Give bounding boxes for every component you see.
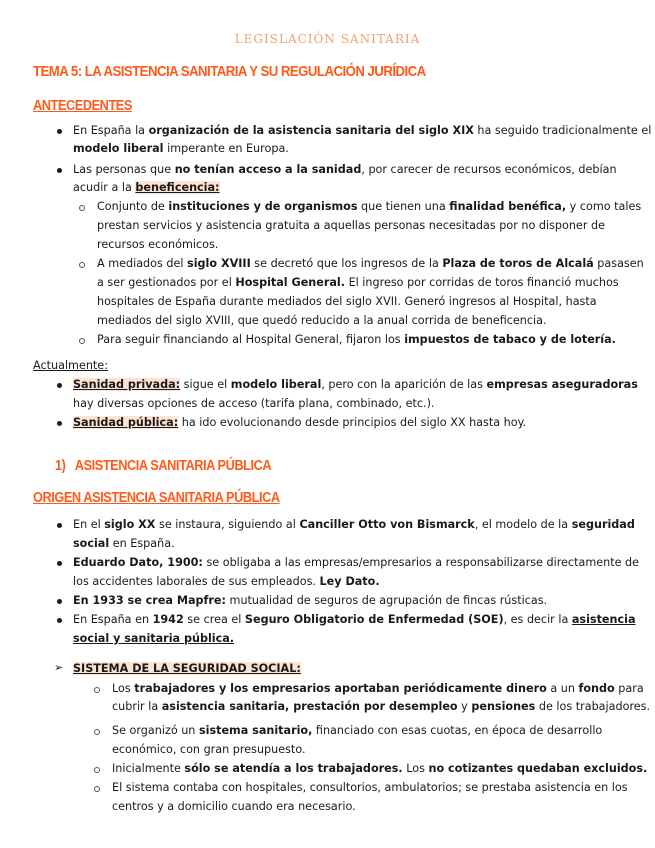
- origen-b1-line2: social en España.: [73, 537, 175, 550]
- beneficencia-s1-line3: recursos económicos.: [97, 238, 219, 251]
- heading-antecedentes: ANTECEDENTES: [33, 98, 132, 114]
- beneficencia-s2-line4: mediados del siglo XVIII, que quedó reducido a la anual corrida de beneficencia.: [97, 314, 547, 327]
- actualmente-label: Actualmente:: [33, 359, 108, 372]
- beneficencia-s2-line2: a ser gestionados por el Hospital General. El ingreso por corridas de toros financió muchos: [97, 276, 619, 289]
- arrow-bullet-icon: ➢: [54, 661, 64, 674]
- sub-bullet-icon: [94, 786, 100, 792]
- sub-bullet-icon: [79, 205, 85, 211]
- beneficencia-s2-line3: hospitales de España durante mediados del siglo XVII. Generó ingresos al Hospital, hasta: [97, 295, 597, 308]
- beneficencia-s3-line1: Para seguir financiando al Hospital General, fijaron los impuestos de tabaco y de lotería.: [97, 333, 616, 346]
- beneficencia-s2-line1: A mediados del siglo XVIII se decretó que los ingresos de la Plaza de toros de Alcalá pasasen: [97, 257, 644, 270]
- origen-b3-line1: En 1933 se crea Mapfre: mutualidad de seguros de agrupación de fincas rústicas.: [73, 594, 548, 607]
- sistema-s2-line2: económico, con gran presupuesto.: [112, 743, 306, 756]
- bullet-icon: [57, 421, 62, 426]
- sistema-s4-line2: centros y a domicilio cuando era necesario.: [112, 800, 356, 813]
- sistema-s1-line2: cubrir la asistencia sanitaria, prestación por desempleo y pensiones de los trabajadores.: [112, 700, 651, 713]
- beneficencia-s1-line1: Conjunto de instituciones y de organismos que tienen una finalidad benéfica, y como tales: [97, 200, 642, 213]
- heading-origen: ORIGEN ASISTENCIA SANITARIA PÚBLICA: [33, 490, 280, 506]
- sistema-s2-line1: Se organizó un sistema sanitario, financiado con esas cuotas, en época de desarrollo: [112, 724, 603, 737]
- beneficencia-s1-line2: prestan servicios y asistencia gratuita a aquellas personas necesitadas por no disponer de: [97, 219, 605, 232]
- running-header: LEGISLACIÓN SANITARIA: [234, 32, 421, 46]
- origen-b2-line2: los accidentes laborales de sus empleados. Ley Dato.: [73, 575, 380, 588]
- sistema-s1-line1: Los trabajadores y los empresarios aportaban periódicamente dinero a un fondo para: [112, 682, 644, 695]
- antecedentes-b1-line2: modelo liberal imperante en Europa.: [73, 142, 289, 155]
- sub-bullet-icon: [94, 767, 100, 773]
- sistema-s3-line1: Inicialmente sólo se atendía a los trabajadores. Los no cotizantes quedaban excluidos.: [112, 762, 648, 775]
- actualmente-b2-line1: Sanidad pública: ha ido evolucionando desde principios del siglo XX hasta hoy.: [73, 416, 527, 429]
- sistema-heading: SISTEMA DE LA SEGURIDAD SOCIAL:: [73, 662, 301, 675]
- sub-bullet-icon: [79, 262, 85, 268]
- bullet-icon: [57, 129, 62, 134]
- sub-bullet-icon: [94, 729, 100, 735]
- sistema-s4-line1: El sistema contaba con hospitales, consultorios, ambulatorios; se prestaba asistencia en los: [112, 781, 628, 794]
- origen-b4-line2: social y sanitaria pública.: [73, 632, 235, 645]
- origen-b4-line1: En España en 1942 se crea el Seguro Obligatorio de Enfermedad (SOE), es decir la asistencia: [73, 613, 636, 626]
- antecedentes-b2-line2: acudir a la beneficencia:: [73, 181, 220, 194]
- bullet-icon: [57, 523, 62, 528]
- origen-b2-line1: Eduardo Dato, 1900: se obligaba a las empresas/empresarios a responsabilizarse directamente de: [73, 556, 640, 569]
- bullet-icon: [57, 618, 62, 623]
- actualmente-b1-line1: Sanidad privada: sigue el modelo liberal, pero con la aparición de las empresas aseguradoras: [73, 378, 638, 391]
- antecedentes-b2-line1: Las personas que no tenían acceso a la sanidad, por carecer de recursos económicos, debían: [73, 163, 617, 176]
- sub-bullet-icon: [94, 687, 100, 693]
- bullet-icon: [57, 168, 62, 173]
- actualmente-b1-line2: hay diversas opciones de acceso (tarifa plana, combinado, etc.).: [73, 397, 435, 410]
- bullet-icon: [57, 599, 62, 604]
- page-title: TEMA 5: LA ASISTENCIA SANITARIA Y SU REGULACIÓN JURÍDICA: [33, 63, 426, 80]
- section-1-heading: 1) ASISTENCIA SANITARIA PÚBLICA: [55, 458, 272, 474]
- antecedentes-b1-line1: En España la organización de la asistencia sanitaria del siglo XIX ha seguido tradicionalmente el: [73, 124, 652, 137]
- sub-bullet-icon: [79, 338, 85, 344]
- bullet-icon: [57, 561, 62, 566]
- section-1-number: 1): [55, 458, 66, 474]
- origen-b1-line1: En el siglo XX se instaura, siguiendo al Canciller Otto von Bismarck, el modelo de la seguridad: [73, 518, 635, 531]
- bullet-icon: [57, 383, 62, 388]
